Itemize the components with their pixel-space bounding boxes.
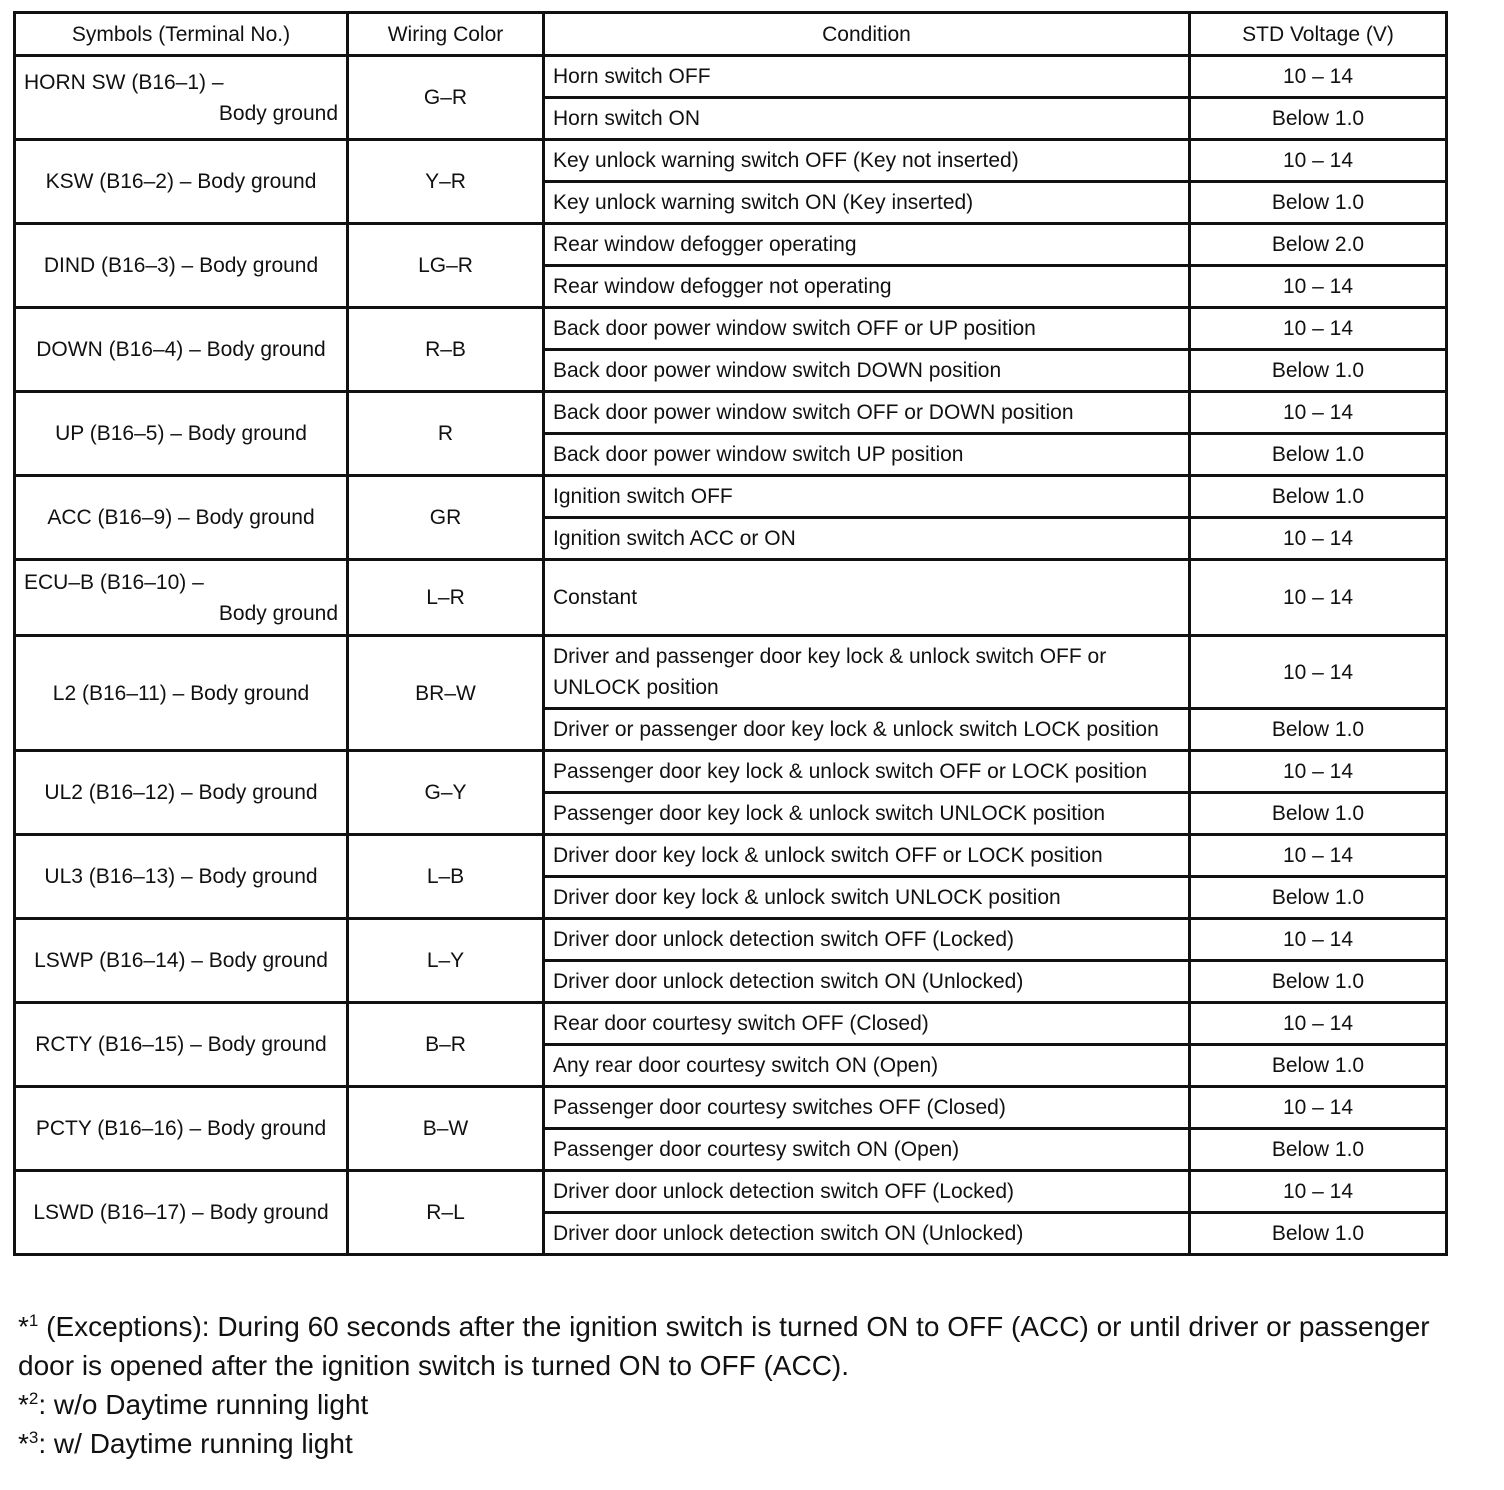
voltage-cell: 10 – 14 — [1190, 1003, 1447, 1045]
symbol-text: UP (B16–5) – Body ground — [55, 422, 307, 445]
header-wiring-color: Wiring Color — [348, 13, 544, 56]
condition-cell: Driver door unlock detection switch OFF (Locked) — [544, 1171, 1190, 1213]
condition-cell: Back door power window switch OFF or UP position — [544, 308, 1190, 350]
symbol-cell — [15, 560, 348, 636]
condition-cell: Constant — [544, 560, 1190, 636]
symbol-text: DOWN (B16–4) – Body ground — [36, 338, 326, 361]
footnote-1 — [18, 1307, 1488, 1385]
table-row — [15, 1003, 1447, 1045]
voltage-cell: Below 1.0 — [1190, 1129, 1447, 1171]
condition-cell: Driver and passenger door key lock & unlock switch OFF or UNLOCK position — [544, 636, 1190, 709]
symbol-cell — [15, 392, 348, 476]
condition-cell: Rear window defogger not operating — [544, 266, 1190, 308]
condition-cell: Passenger door courtesy switch ON (Open) — [544, 1129, 1190, 1171]
table-row — [15, 392, 1447, 434]
condition-cell: Any rear door courtesy switch ON (Open) — [544, 1045, 1190, 1087]
voltage-cell: 10 – 14 — [1190, 56, 1447, 98]
wiring-color-cell: R — [348, 392, 544, 476]
symbol-cell — [15, 224, 348, 308]
voltage-cell: Below 1.0 — [1190, 709, 1447, 751]
symbol-cell — [15, 140, 348, 224]
table-row — [15, 224, 1447, 266]
symbol-text: ACC (B16–9) – Body ground — [47, 506, 315, 529]
condition-cell: Driver door unlock detection switch OFF (Locked) — [544, 919, 1190, 961]
voltage-cell: 10 – 14 — [1190, 266, 1447, 308]
voltage-cell: 10 – 14 — [1190, 751, 1447, 793]
footnote-3 — [18, 1424, 1488, 1463]
wiring-color-cell: BR–W — [348, 636, 544, 751]
header-std-voltage: STD Voltage (V) — [1190, 13, 1447, 56]
table-row — [15, 560, 1447, 636]
condition-cell: Key unlock warning switch OFF (Key not inserted) — [544, 140, 1190, 182]
table-header-row — [15, 13, 1447, 56]
footnote-text: : w/o Daytime running light — [38, 1389, 369, 1420]
symbol-text: ECU–B (B16–10) – — [24, 570, 204, 594]
voltage-cell: Below 1.0 — [1190, 793, 1447, 835]
condition-cell: Driver door unlock detection switch ON (Unlocked) — [544, 961, 1190, 1003]
symbol-cell — [15, 1171, 348, 1255]
wiring-color-cell: L–B — [348, 835, 544, 919]
symbol-text: DIND (B16–3) – Body ground — [43, 254, 319, 277]
voltage-cell: 10 – 14 — [1190, 392, 1447, 434]
symbol-cell — [15, 751, 348, 835]
voltage-cell: 10 – 14 — [1190, 636, 1447, 709]
voltage-cell: Below 2.0 — [1190, 224, 1447, 266]
voltage-cell: 10 – 14 — [1190, 1087, 1447, 1129]
voltage-cell: Below 1.0 — [1190, 98, 1447, 140]
symbol-text: LSWD (B16–17) – Body ground — [33, 1201, 329, 1224]
voltage-cell: 10 – 14 — [1190, 919, 1447, 961]
wiring-color-cell: L–Y — [348, 919, 544, 1003]
condition-cell: Rear door courtesy switch OFF (Closed) — [544, 1003, 1190, 1045]
condition-cell: Driver door unlock detection switch ON (Unlocked) — [544, 1213, 1190, 1255]
condition-cell: Driver door key lock & unlock switch UNLOCK position — [544, 877, 1190, 919]
voltage-cell: 10 – 14 — [1190, 140, 1447, 182]
voltage-cell: 10 – 14 — [1190, 835, 1447, 877]
wiring-color-cell: B–R — [348, 1003, 544, 1087]
voltage-cell: Below 1.0 — [1190, 350, 1447, 392]
footnote-asterisk: * — [18, 1389, 29, 1420]
table-row — [15, 835, 1447, 877]
symbol-text: Body ground — [218, 601, 338, 625]
voltage-cell: Below 1.0 — [1190, 1213, 1447, 1255]
table-row — [15, 140, 1447, 182]
footnote-asterisk: * — [18, 1311, 29, 1342]
symbol-text: HORN SW (B16–1) – — [24, 70, 224, 94]
table-row — [15, 751, 1447, 793]
footnote-text: (Exceptions): During 60 seconds after the ignition switch is turned ON to OFF (ACC) or until driver or passenger door is opened after the ignition switch is turned ON to OFF (ACC). — [18, 1311, 1430, 1381]
condition-cell: Horn switch ON — [544, 98, 1190, 140]
table-row — [15, 1171, 1447, 1213]
wiring-color-cell: G–Y — [348, 751, 544, 835]
voltage-cell: Below 1.0 — [1190, 877, 1447, 919]
symbol-text: UL2 (B16–12) – Body ground — [44, 781, 318, 804]
table-body — [15, 56, 1447, 1255]
condition-cell: Back door power window switch DOWN position — [544, 350, 1190, 392]
header-condition: Condition — [544, 13, 1190, 56]
footnote-text: : w/ Daytime running light — [38, 1428, 353, 1459]
wiring-color-cell: Y–R — [348, 140, 544, 224]
voltage-cell: Below 1.0 — [1190, 182, 1447, 224]
symbol-cell — [15, 56, 348, 140]
condition-cell: Passenger door key lock & unlock switch UNLOCK position — [544, 793, 1190, 835]
condition-cell: Driver or passenger door key lock & unlock switch LOCK position — [544, 709, 1190, 751]
footnotes — [18, 1307, 1488, 1463]
symbol-cell — [15, 1087, 348, 1171]
wiring-color-cell: B–W — [348, 1087, 544, 1171]
condition-cell: Back door power window switch OFF or DOWN position — [544, 392, 1190, 434]
symbol-cell — [15, 919, 348, 1003]
wiring-color-cell: R–L — [348, 1171, 544, 1255]
table-row — [15, 56, 1447, 98]
voltage-cell: 10 – 14 — [1190, 518, 1447, 560]
wiring-color-cell: G–R — [348, 56, 544, 140]
symbol-text: PCTY (B16–16) – Body ground — [35, 1117, 327, 1140]
wiring-color-cell: L–R — [348, 560, 544, 636]
header-symbols: Symbols (Terminal No.) — [15, 13, 348, 56]
wiring-color-cell: LG–R — [348, 224, 544, 308]
table-row — [15, 636, 1447, 709]
footnote-number: 1 — [28, 1311, 39, 1330]
voltage-cell: Below 1.0 — [1190, 476, 1447, 518]
wiring-color-cell: R–B — [348, 308, 544, 392]
voltage-cell: Below 1.0 — [1190, 1045, 1447, 1087]
symbol-text: LSWP (B16–14) – Body ground — [34, 949, 328, 972]
symbol-text: Body ground — [218, 101, 338, 125]
symbol-text: UL3 (B16–13) – Body ground — [44, 865, 318, 888]
condition-cell: Back door power window switch UP position — [544, 434, 1190, 476]
footnote-asterisk: * — [18, 1428, 29, 1459]
voltage-cell: 10 – 14 — [1190, 308, 1447, 350]
table-row — [15, 919, 1447, 961]
condition-cell: Passenger door courtesy switches OFF (Closed) — [544, 1087, 1190, 1129]
condition-cell: Ignition switch OFF — [544, 476, 1190, 518]
condition-cell: Key unlock warning switch ON (Key inserted) — [544, 182, 1190, 224]
symbol-cell — [15, 1003, 348, 1087]
table-row — [15, 1087, 1447, 1129]
condition-cell: Rear window defogger operating — [544, 224, 1190, 266]
wiring-color-cell: GR — [348, 476, 544, 560]
symbol-text: RCTY (B16–15) – Body ground — [35, 1033, 327, 1056]
voltage-cell: 10 – 14 — [1190, 1171, 1447, 1213]
condition-cell: Ignition switch ACC or ON — [544, 518, 1190, 560]
table-row — [15, 476, 1447, 518]
symbol-text: KSW (B16–2) – Body ground — [45, 170, 317, 193]
symbol-cell — [15, 636, 348, 751]
table-row — [15, 308, 1447, 350]
voltage-cell: Below 1.0 — [1190, 434, 1447, 476]
symbol-cell — [15, 476, 348, 560]
footnote-number: 3 — [28, 1428, 39, 1447]
voltage-cell: Below 1.0 — [1190, 961, 1447, 1003]
voltage-spec-table — [13, 11, 1448, 1256]
condition-cell: Horn switch OFF — [544, 56, 1190, 98]
voltage-cell: 10 – 14 — [1190, 560, 1447, 636]
footnote-number: 2 — [28, 1389, 39, 1408]
symbol-cell — [15, 308, 348, 392]
symbol-cell — [15, 835, 348, 919]
symbol-text: L2 (B16–11) – Body ground — [52, 681, 310, 705]
condition-cell: Driver door key lock & unlock switch OFF or LOCK position — [544, 835, 1190, 877]
footnote-2 — [18, 1385, 1488, 1424]
condition-cell: Passenger door key lock & unlock switch OFF or LOCK position — [544, 751, 1190, 793]
